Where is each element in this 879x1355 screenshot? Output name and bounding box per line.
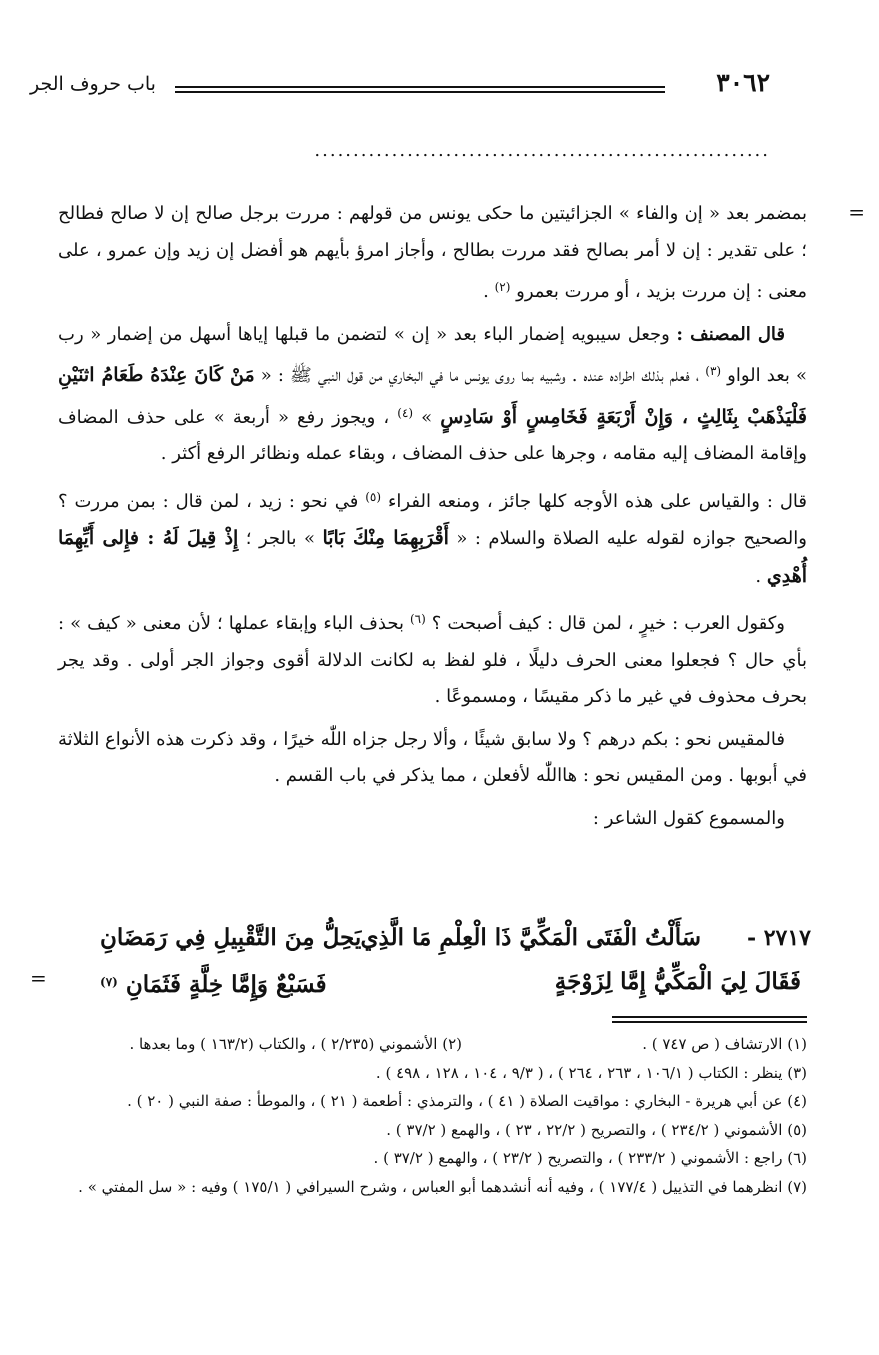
- paragraph-3: قال : والقياس على هذه الأوجه كلها جائز ، ومنعه الفراء $^{(٥)}$ في نحو : زيد ، لمن قال : بمن مررت ؟ والصحيح جوازه لقوله عليه الصلاة والسلام : « أَقْرَبِهِمَا مِنْكَ بَابًا » بالجر ؛ إِذْ قِيلَ لَهُ : فإِلى أَيِّهِمَا أُهْدِي .: [58, 489, 807, 587]
- footnote-1: (١) الارتشاف ( ص ٧٤٧ ) .: [642, 1035, 807, 1053]
- continuation-mark: =: [30, 966, 47, 990]
- continuation-mark: =: [848, 200, 865, 224]
- hadith-quote: إِذْ قِيلَ لَهُ : فإِلى أَيِّهِمَا أُهْدِي: [58, 527, 807, 587]
- paragraph-1: بمضمر بعد « إن والفاء » الجزائيتين ما حكى يونس من قولهم : مررت برجل صالح إن لا صالح فطالح ؛ على تقدير : إن لا أمر بصالح فقد مررت بطالح ، وأجاز امرؤ بأيهم هو أفضل إن زيد وإن عمرو ، على معنى : إن مررت بزيد ، أو مررت بعمرو $^{(٢)}$ .: [58, 203, 807, 302]
- footnote-3: (٣) ينظر : الكتاب ( ١٠٦/١ ، ٢٦٣ ، ٢٦٤ ) ، ( ٩/٣ ، ١٠٤ ، ١٢٨ ، ٤٩٨ ) .: [375, 1063, 807, 1082]
- separator-dots: ...........................................................: [314, 140, 770, 160]
- footnote-5: (٥) الأشموني ( ٢٣٤/٢ ) ، والتصريح ( ٢٢/٢ ، ٢٣ ) ، والهمع ( ٣٧/٢ ) .: [386, 1120, 807, 1139]
- verse-line1-second-hemistich: يَحِلُّ مِنَ التَّقْبِيلِ فِي رَمَضَانِ: [100, 924, 362, 951]
- paragraph-4: وكقول العرب : خيرٍ ، لمن قال : كيف أصبحت ؟ $^{(٦)}$ بحذف الباء وإبقاء عملها ؛ لأن معنى « كيف » : بأي حال ؟ فجعلوا معنى الحرف دليلًا ، فلو لفظ به لكانت الدلالة أقوى وجواز الجر أولى . وقد يجر بحرف محذوف في غير ما ذكر مقيسًا ، ومسموعًا .: [58, 612, 807, 707]
- page-number: ٣٠٦٢: [716, 68, 770, 97]
- main-text: [58, 196, 865, 837]
- footnote-ref[interactable]: (٦): [409, 612, 426, 626]
- paragraph-5: فالمقيس نحو : بكم درهم ؟ ولا سابق شيئًا ، وألا رجل جزاه اللّٰه خيرًا ، وقد ذكرت هذه الأنواع الثلاثة في أبوبها . ومن المقيس نحو : هااللّٰه لأفعلن ، مما يذكر في باب القسم .: [58, 728, 807, 786]
- paragraph-2: قال المصنف : وجعل سيبويه إضمار الباء بعد « إن » لتضمن ما قبلها إياها أسهل من إضمار « رب » بعد الواو $^{(٣)}$ ، فعلم بذلك اطراده عنده . وشبيه بما روى يونس ما في البخاري من قول النبي ﷺ : « مَنْ كَانَ عِنْدَهُ طَعَامُ اثنَيْنِ فَلْيَذْهَبْ بِثَالِثٍ ، وَإِنْ أَرْبَعَةٍ فَخَامِسٍ أَوْ سَادِسٍ » $^{(٤)}$ ، ويجوز رفع « أربعة » على حذف المضاف وإقامة المضاف إليه مقامه ، وجرها على حذف المضاف ، وبقاء عمله ونظائر الرفع أكثر .: [58, 323, 807, 464]
- footnote-4: (٤) عن أبي هريرة - البخاري : مواقيت الصلاة ( ٤١ ) ، والترمذي : أطعمة ( ٢١ ) ، والموطأ : صفة النبي ( ٢٠ ) .: [127, 1092, 807, 1110]
- footnote-6: (٦) راجع : الأشموني ( ٢٣٣/٢ ) ، والتصريح ( ٢٣/٢ ) ، والهمع ( ٣٧/٢ ) .: [373, 1149, 807, 1167]
- footnote-ref[interactable]: (٧): [100, 975, 118, 989]
- footnote-ref[interactable]: (٢): [494, 280, 511, 294]
- footnote-ref[interactable]: (٤): [397, 405, 414, 420]
- paragraph-6: والمسموع كقول الشاعر :: [592, 807, 785, 829]
- footnote-ref[interactable]: (٣): [705, 364, 722, 378]
- page-header: [30, 68, 770, 102]
- verse-line2-second-hemistich: فَسَبْعٌ وَإِمَّا خِلَّةٍ فَثَمَانِ $^{(٧)}$: [100, 971, 327, 998]
- verse-line2-first-hemistich: فَقَالَ لِيَ الْمَكِّيُّ إِمَّا لِزَوْجَةٍ: [554, 968, 801, 995]
- footnotes: [58, 1030, 807, 1201]
- footnote-ref[interactable]: (٥): [365, 489, 382, 504]
- verse-number: ٢٧١٧ -: [746, 925, 811, 951]
- verse-line1-first-hemistich: سَأَلْتُ الْفَتَى الْمَكِّيَّ ذَا الْعِلْمِ مَا الَّذِي: [360, 924, 701, 951]
- footnote-7: (٧) انظرهما في التذييل ( ١٧٧/٤ ) ، وفيه أنه أنشدهما أبو العباس ، وشرح السيرافي ( ١٧٥/١ ) وفيه : « سل المفتي » .: [78, 1177, 807, 1196]
- poetry-verse: [100, 918, 811, 1006]
- footnote-row: [58, 1030, 807, 1059]
- hadith-quote: مَنْ كَانَ عِنْدَهُ طَعَامُ اثنَيْنِ فَلْيَذْهَبْ بِثَالِثٍ ، وَإِنْ أَرْبَعَةٍ فَخَامِسٍ أَوْ سَادِسٍ: [58, 364, 807, 428]
- hadith-quote: أَقْرَبِهِمَا مِنْكَ بَابًا: [322, 527, 449, 549]
- header-rule: [175, 86, 665, 93]
- section-lead: قال المصنف :: [676, 323, 785, 345]
- chapter-title: باب حروف الجر: [30, 73, 156, 95]
- footnote-2: (٢) الأشموني (٢/٢٣٥ ) ، والكتاب (١٦٣/٢ ) وما بعدها .: [129, 1035, 462, 1053]
- footnote-rule: [612, 1016, 807, 1023]
